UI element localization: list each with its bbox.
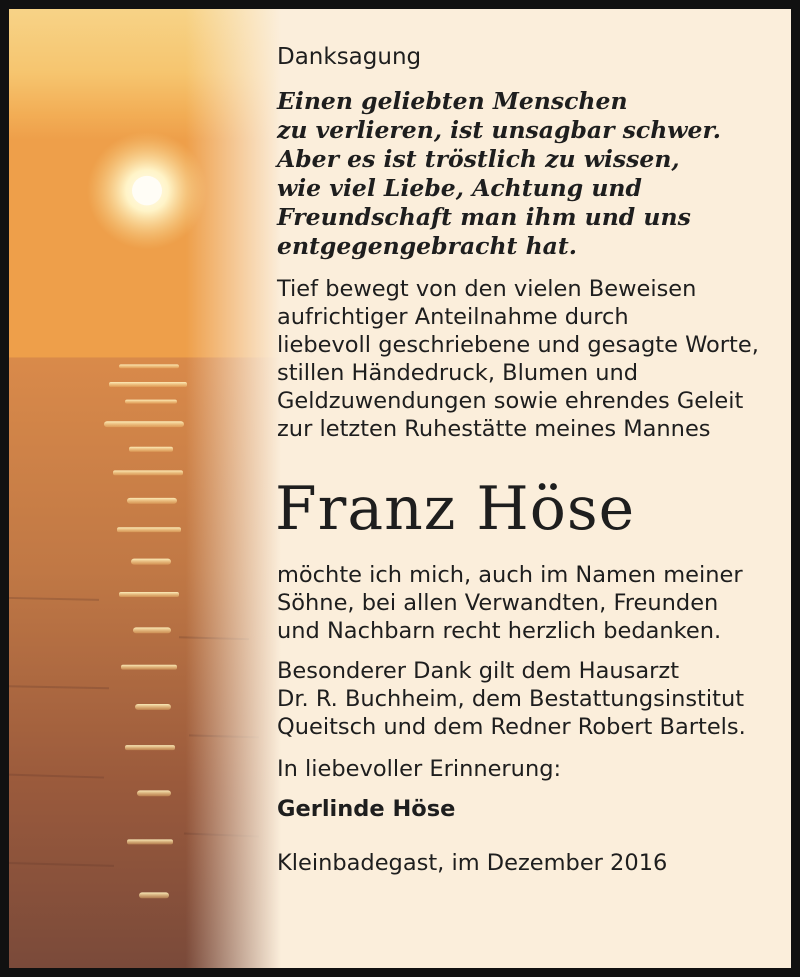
signature: Gerlinde Höse xyxy=(277,796,456,822)
thanks-paragraph: möchte ich mich, auch im Namen meiner Söhne, bei allen Verwandten, Freunden und Nachbarn recht herzlich bedanken. xyxy=(277,562,743,644)
notice-heading: Danksagung xyxy=(277,44,422,70)
memorial-verse: Einen geliebten Menschen zu verlieren, ist unsagbar schwer. Aber es ist tröstlich zu wissen, wie viel Liebe, Achtung und Freundschaft man ihm und uns entgegengebracht hat. xyxy=(277,87,721,260)
deceased-name: Franz Höse xyxy=(275,474,636,544)
remembrance-line: In liebevoller Erinnerung: xyxy=(277,756,562,782)
notice-text xyxy=(277,43,787,877)
place-date: Kleinbadegast, im Dezember 2016 xyxy=(277,850,668,876)
special-thanks-paragraph: Besonderer Dank gilt dem Hausarzt Dr. R. Buchheim, dem Bestattungsinstitut Queitsch und dem Redner Robert Bartels. xyxy=(277,658,746,740)
intro-paragraph: Tief bewegt von den vielen Beweisen aufrichtiger Anteilnahme durch liebevoll geschriebene und gesagte Worte, stillen Händedruck, Blumen und Geldzuwendungen sowie ehrendes Geleit zur letzten Ruhestätte meines Mannes xyxy=(277,276,759,442)
sunset-image xyxy=(9,9,281,968)
